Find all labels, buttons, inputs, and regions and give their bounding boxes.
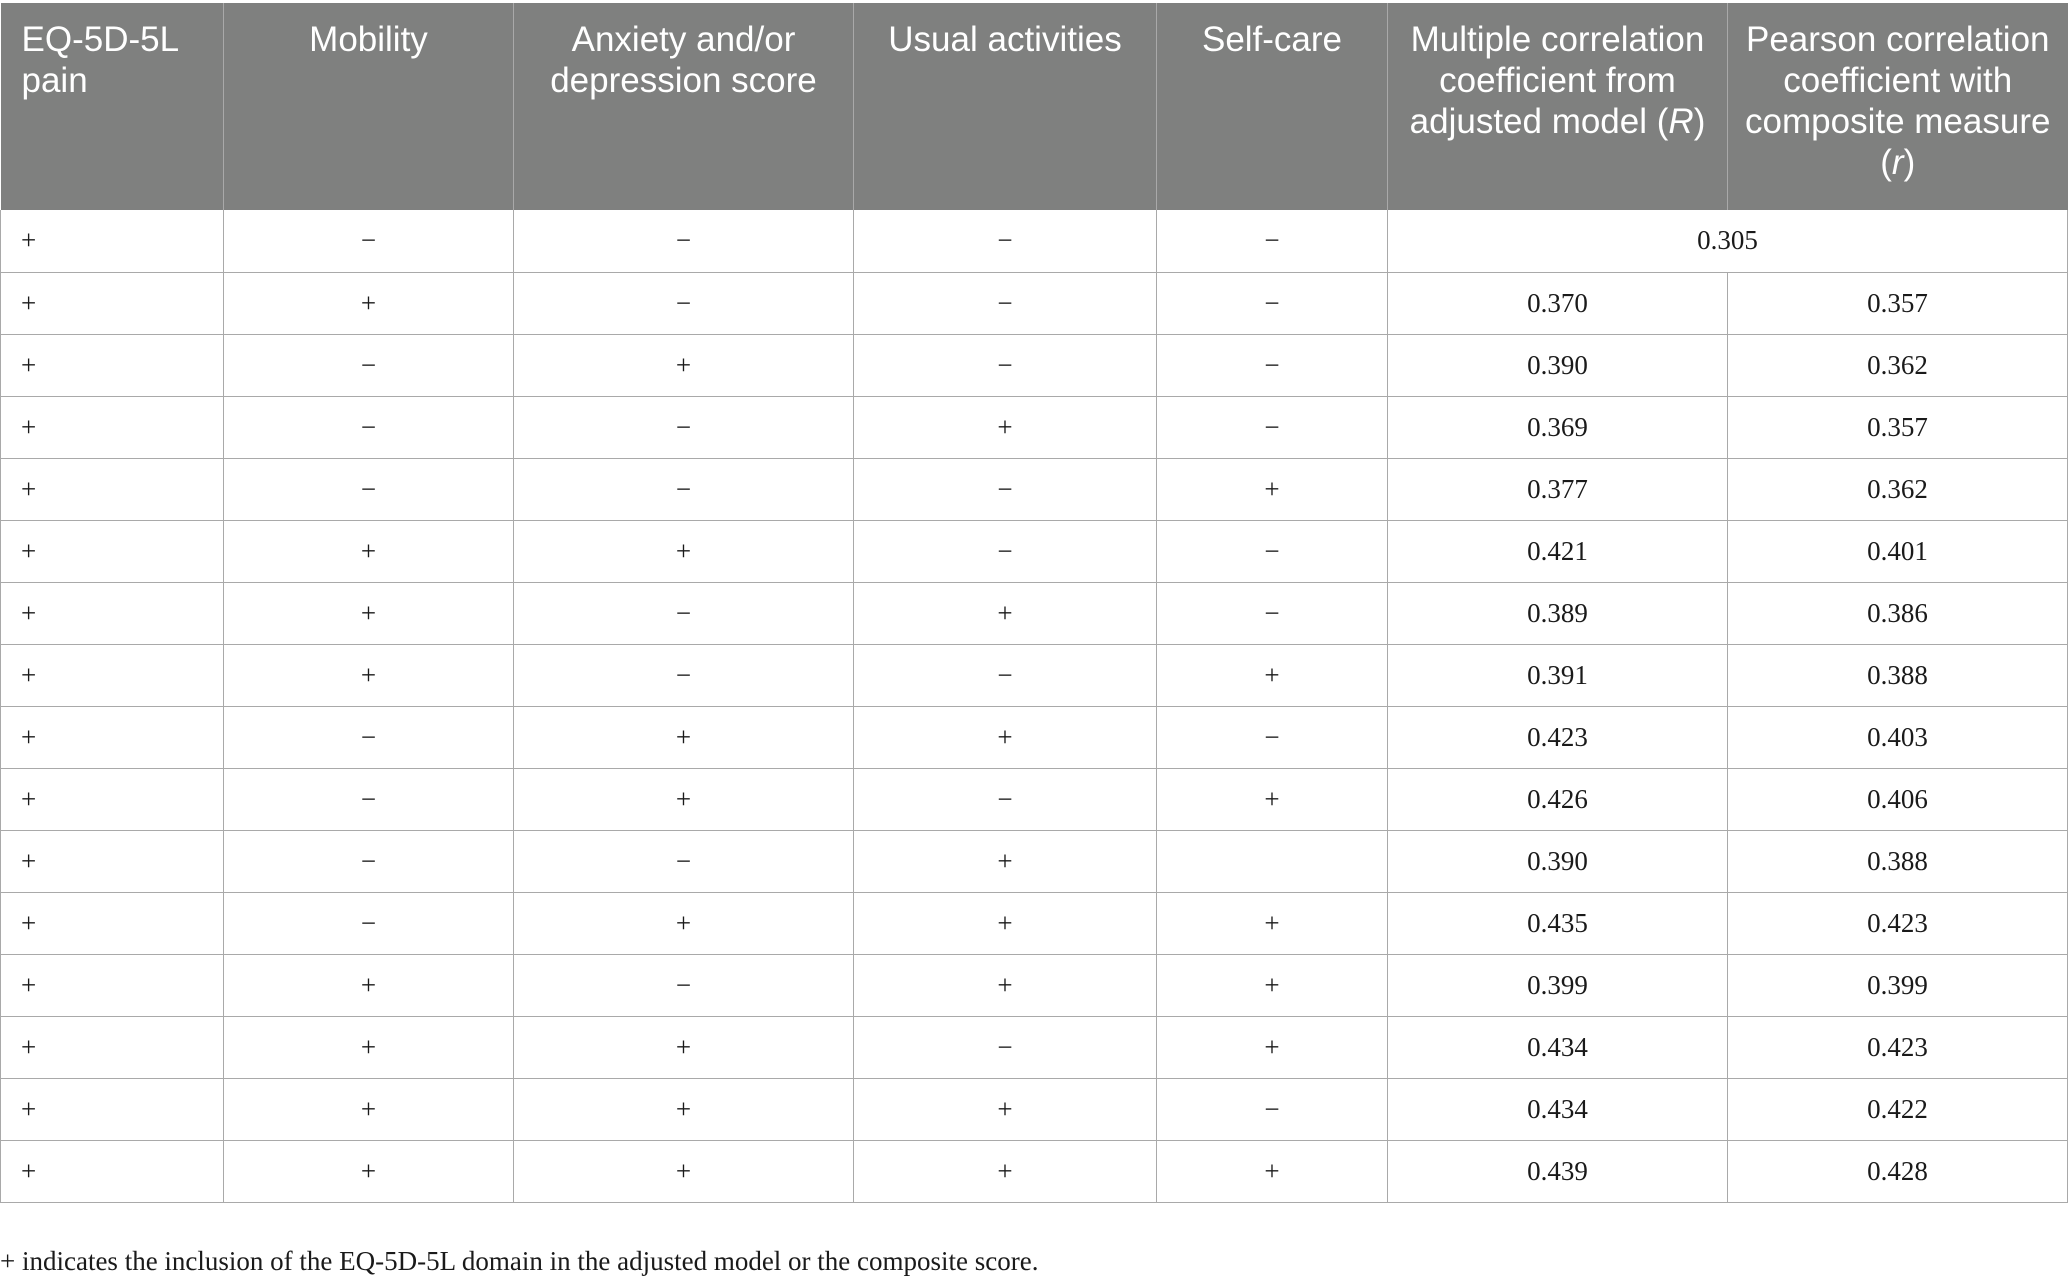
cell-multiple-r: 0.423 <box>1388 706 1728 768</box>
cell-self-care: + <box>1157 1016 1388 1078</box>
cell-anxiety-depression: + <box>514 768 854 830</box>
cell-self-care: − <box>1157 1078 1388 1140</box>
cell-usual-activities: − <box>854 272 1157 334</box>
cell-anxiety-depression: − <box>514 830 854 892</box>
cell-anxiety-depression: − <box>514 458 854 520</box>
cell-usual-activities: + <box>854 706 1157 768</box>
cell-mobility: + <box>224 954 514 1016</box>
header-anxiety-depression: Anxiety and/or depression score <box>514 3 854 210</box>
cell-anxiety-depression: + <box>514 1078 854 1140</box>
cell-pain: + <box>1 582 224 644</box>
cell-usual-activities: − <box>854 334 1157 396</box>
cell-pain: + <box>1 396 224 458</box>
cell-pearson-r: 0.362 <box>1728 334 2068 396</box>
cell-self-care: + <box>1157 458 1388 520</box>
table-row <box>1 1016 2068 1078</box>
cell-usual-activities: − <box>854 458 1157 520</box>
header-pain: EQ-5D-5L pain <box>1 3 224 210</box>
cell-multiple-r: 0.369 <box>1388 396 1728 458</box>
cell-self-care: + <box>1157 892 1388 954</box>
cell-multiple-r: 0.435 <box>1388 892 1728 954</box>
header-pearson-correlation <box>1728 3 2068 210</box>
cell-pearson-r: 0.401 <box>1728 520 2068 582</box>
cell-anxiety-depression: + <box>514 892 854 954</box>
cell-mobility: + <box>224 1016 514 1078</box>
cell-mobility: + <box>224 1078 514 1140</box>
cell-mobility: + <box>224 1140 514 1202</box>
cell-pearson-r: 0.362 <box>1728 458 2068 520</box>
cell-usual-activities: + <box>854 954 1157 1016</box>
table-row <box>1 520 2068 582</box>
cell-pain: + <box>1 272 224 334</box>
cell-anxiety-depression: − <box>514 954 854 1016</box>
header-pearson-correlation-close: ) <box>1903 143 1916 182</box>
cell-mobility: + <box>224 644 514 706</box>
cell-pearson-r: 0.423 <box>1728 1016 2068 1078</box>
cell-anxiety-depression: − <box>514 396 854 458</box>
header-self-care: Self-care <box>1157 3 1388 210</box>
cell-anxiety-depression: + <box>514 520 854 582</box>
cell-mobility: − <box>224 396 514 458</box>
cell-usual-activities: + <box>854 396 1157 458</box>
cell-pain: + <box>1 706 224 768</box>
cell-pain: + <box>1 458 224 520</box>
cell-pearson-r: 0.386 <box>1728 582 2068 644</box>
cell-multiple-r: 0.390 <box>1388 334 1728 396</box>
table-row <box>1 954 2068 1016</box>
cell-anxiety-depression: + <box>514 706 854 768</box>
table-row <box>1 272 2068 334</box>
cell-pain: + <box>1 892 224 954</box>
cell-mobility: + <box>224 272 514 334</box>
cell-pearson-r: 0.388 <box>1728 644 2068 706</box>
header-multiple-correlation-symbol: R <box>1668 102 1694 141</box>
cell-mobility: + <box>224 582 514 644</box>
cell-usual-activities: − <box>854 520 1157 582</box>
cell-usual-activities: + <box>854 582 1157 644</box>
table-row <box>1 458 2068 520</box>
cell-pearson-r: 0.406 <box>1728 768 2068 830</box>
table-body <box>1 210 2068 1202</box>
cell-self-care: − <box>1157 706 1388 768</box>
table-row <box>1 892 2068 954</box>
cell-multiple-r: 0.399 <box>1388 954 1728 1016</box>
cell-pain: + <box>1 644 224 706</box>
cell-multiple-r: 0.390 <box>1388 830 1728 892</box>
table-row <box>1 768 2068 830</box>
cell-self-care: + <box>1157 954 1388 1016</box>
table-row <box>1 396 2068 458</box>
cell-self-care: − <box>1157 334 1388 396</box>
table-container <box>0 3 2067 1203</box>
cell-mobility: − <box>224 830 514 892</box>
table-footnote: + indicates the inclusion of the EQ-5D-5L domain in the adjusted model or the composite score. <box>0 1246 1039 1276</box>
cell-anxiety-depression: − <box>514 272 854 334</box>
cell-pain: + <box>1 1140 224 1202</box>
cell-pearson-r: 0.388 <box>1728 830 2068 892</box>
cell-anxiety-depression: − <box>514 210 854 272</box>
cell-pain: + <box>1 334 224 396</box>
table-row <box>1 706 2068 768</box>
cell-usual-activities: + <box>854 1078 1157 1140</box>
cell-self-care: − <box>1157 396 1388 458</box>
cell-usual-activities: − <box>854 210 1157 272</box>
cell-pain: + <box>1 1016 224 1078</box>
table-row <box>1 210 2068 272</box>
cell-mobility: − <box>224 210 514 272</box>
cell-multiple-r: 0.370 <box>1388 272 1728 334</box>
cell-mobility: − <box>224 706 514 768</box>
cell-pearson-r: 0.422 <box>1728 1078 2068 1140</box>
cell-multiple-r: 0.434 <box>1388 1078 1728 1140</box>
cell-self-care: − <box>1157 272 1388 334</box>
cell-usual-activities: − <box>854 644 1157 706</box>
cell-self-care: − <box>1157 582 1388 644</box>
cell-multiple-r: 0.434 <box>1388 1016 1728 1078</box>
header-usual-activities: Usual activities <box>854 3 1157 210</box>
table-row <box>1 334 2068 396</box>
table-row <box>1 830 2068 892</box>
cell-anxiety-depression: + <box>514 1140 854 1202</box>
cell-self-care: + <box>1157 768 1388 830</box>
cell-pearson-r: 0.403 <box>1728 706 2068 768</box>
table-row <box>1 582 2068 644</box>
header-multiple-correlation-text: Multiple correlation coefficient from adjusted model ( <box>1409 20 1705 141</box>
cell-self-care: − <box>1157 210 1388 272</box>
cell-usual-activities: − <box>854 768 1157 830</box>
cell-pearson-r: 0.428 <box>1728 1140 2068 1202</box>
cell-pain: + <box>1 830 224 892</box>
cell-usual-activities: − <box>854 1016 1157 1078</box>
cell-multiple-r: 0.439 <box>1388 1140 1728 1202</box>
cell-pain: + <box>1 1078 224 1140</box>
header-multiple-correlation-close: ) <box>1693 102 1706 141</box>
cell-self-care <box>1157 830 1388 892</box>
cell-pearson-r: 0.357 <box>1728 272 2068 334</box>
cell-mobility: − <box>224 458 514 520</box>
header-row <box>1 3 2068 210</box>
cell-multiple-r: 0.421 <box>1388 520 1728 582</box>
cell-mobility: − <box>224 768 514 830</box>
cell-self-care: + <box>1157 1140 1388 1202</box>
cell-mobility: − <box>224 334 514 396</box>
cell-multiple-r: 0.389 <box>1388 582 1728 644</box>
header-pearson-correlation-text: Pearson correlation coefficient with composite measure ( <box>1745 20 2051 182</box>
header-pearson-correlation-symbol: r <box>1891 143 1904 182</box>
cell-pearson-r: 0.399 <box>1728 954 2068 1016</box>
cell-usual-activities: + <box>854 830 1157 892</box>
cell-anxiety-depression: + <box>514 1016 854 1078</box>
cell-usual-activities: + <box>854 1140 1157 1202</box>
cell-pain: + <box>1 210 224 272</box>
cell-multiple-r: 0.377 <box>1388 458 1728 520</box>
cell-pearson-r: 0.423 <box>1728 892 2068 954</box>
table-row <box>1 644 2068 706</box>
cell-anxiety-depression: − <box>514 582 854 644</box>
cell-pain: + <box>1 520 224 582</box>
table-row <box>1 1078 2068 1140</box>
cell-multiple-r: 0.426 <box>1388 768 1728 830</box>
cell-mobility: + <box>224 520 514 582</box>
cell-usual-activities: + <box>854 892 1157 954</box>
header-multiple-correlation <box>1388 3 1728 210</box>
cell-anxiety-depression: − <box>514 644 854 706</box>
cell-multiple-r: 0.391 <box>1388 644 1728 706</box>
cell-pain: + <box>1 954 224 1016</box>
correlation-table <box>0 3 2068 1203</box>
cell-multiple-r: 0.305 <box>1388 210 2068 272</box>
cell-mobility: − <box>224 892 514 954</box>
cell-anxiety-depression: + <box>514 334 854 396</box>
header-mobility: Mobility <box>224 3 514 210</box>
cell-pearson-r: 0.357 <box>1728 396 2068 458</box>
cell-self-care: − <box>1157 520 1388 582</box>
cell-pain: + <box>1 768 224 830</box>
table-row <box>1 1140 2068 1202</box>
cell-self-care: + <box>1157 644 1388 706</box>
